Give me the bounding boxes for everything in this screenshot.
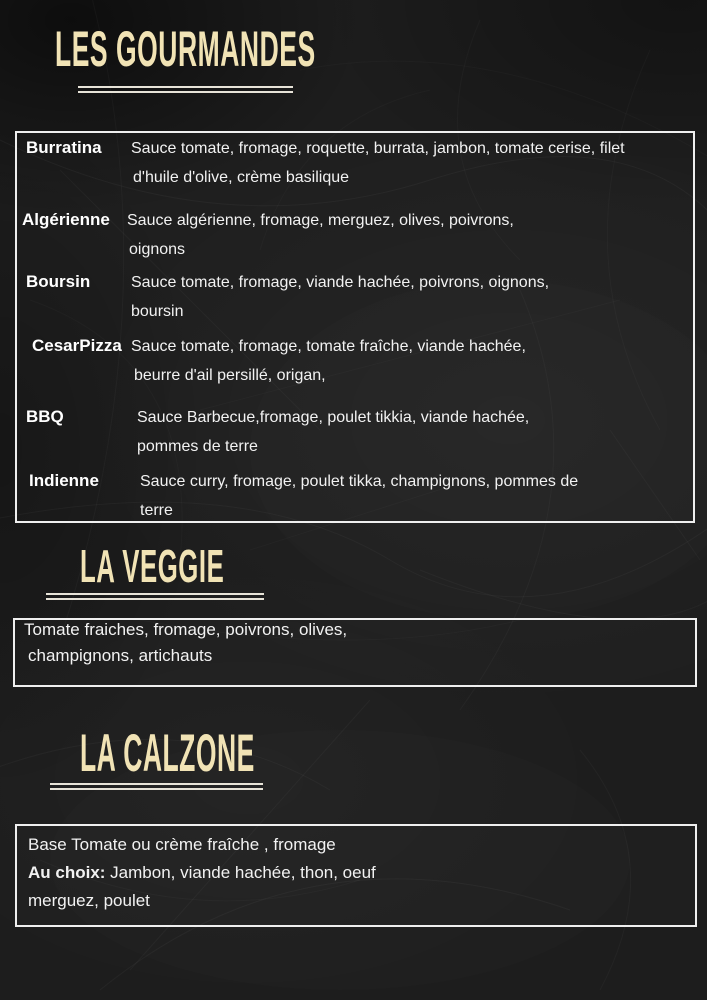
menu-box-gourmandes xyxy=(15,131,695,523)
item-name: Indienne xyxy=(29,471,99,490)
menu-item-row xyxy=(26,331,681,390)
item-description-line: pommes de terre xyxy=(137,438,258,455)
section-title-text: LES GOURMANDES xyxy=(55,21,316,77)
item-description-line: Sauce Barbecue,fromage, poulet tikkia, viande hachée, xyxy=(137,409,530,426)
heading-underline xyxy=(46,593,264,600)
item-description xyxy=(131,134,625,192)
calzone-choice-label: Au choix: xyxy=(28,863,106,882)
veggie-description-line: champignons, artichauts xyxy=(28,646,213,665)
item-description xyxy=(134,467,578,525)
item-description-line: boursin xyxy=(131,303,184,320)
item-description xyxy=(131,403,529,461)
calzone-base-line: Base Tomate ou crème fraîche , fromage xyxy=(28,835,336,854)
item-description xyxy=(131,268,549,326)
section-title-text: LA CALZONE xyxy=(80,724,255,783)
item-description xyxy=(131,332,526,390)
item-name: Boursin xyxy=(26,272,91,291)
item-name: CesarPizza xyxy=(32,336,122,355)
menu-box-veggie xyxy=(13,618,697,687)
item-description-line: Sauce curry, fromage, poulet tikka, champignons, pommes de xyxy=(140,473,579,490)
menu-box-calzone xyxy=(15,824,697,927)
item-description-line: Sauce algérienne, fromage, merguez, olives, poivrons, xyxy=(127,212,514,229)
item-description-line: oignons xyxy=(129,241,186,258)
heading-underline xyxy=(50,783,263,790)
menu-item-row xyxy=(26,133,681,192)
section-title-calzone xyxy=(80,724,430,783)
menu-item-row xyxy=(26,267,681,326)
item-name: BBQ xyxy=(26,407,64,426)
item-description xyxy=(127,206,514,264)
veggie-description-line: Tomate fraiches, fromage, poivrons, olives, xyxy=(24,620,348,639)
heading-underline xyxy=(78,86,293,93)
item-description-line: Sauce tomate, fromage, roquette, burrata, jambon, tomate cerise, filet xyxy=(131,140,625,157)
calzone-choice-options: Jambon, viande hachée, thon, oeuf xyxy=(105,863,376,882)
menu-item-row xyxy=(26,402,681,461)
section-title-veggie xyxy=(80,540,338,592)
veggie-description xyxy=(24,617,685,669)
calzone-description xyxy=(28,831,685,915)
menu-item-row xyxy=(22,205,681,264)
item-description-line: Sauce tomate, fromage, viande hachée, poivrons, oignons, xyxy=(131,274,550,291)
item-description-line: beurre d'ail persillé, origan, xyxy=(134,367,326,384)
calzone-choice-line xyxy=(28,859,685,887)
item-description-line: Sauce tomate, fromage, tomate fraîche, viande hachée, xyxy=(131,338,526,355)
item-description-line: d'huile d'olive, crème basilique xyxy=(133,169,350,186)
item-name: Burratina xyxy=(26,138,102,157)
menu-item-row xyxy=(26,466,681,525)
section-title-text: LA VEGGIE xyxy=(80,540,225,592)
section-title-gourmandes xyxy=(55,21,547,77)
item-description-line: terre xyxy=(140,502,173,519)
item-name: Algérienne xyxy=(22,210,110,229)
calzone-extra-line: merguez, poulet xyxy=(28,891,150,910)
